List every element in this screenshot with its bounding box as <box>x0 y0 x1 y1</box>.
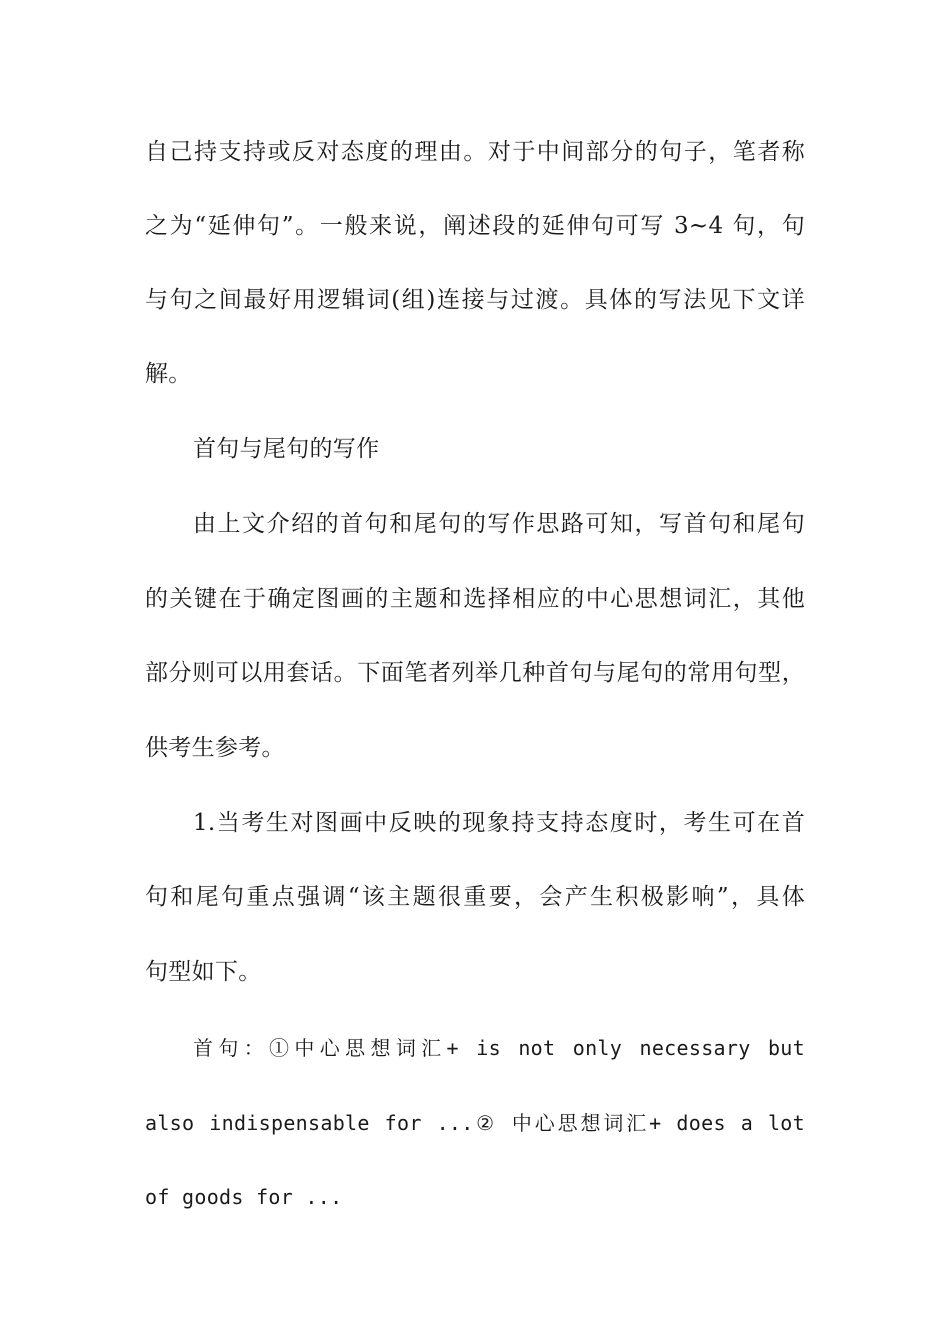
body-text-line: 与句之间最好用逻辑词(组)连接与过渡。具体的写法见下文详 <box>145 287 805 313</box>
body-text-line: 1.当考生对图画中反映的现象持支持态度时，考生可在首 <box>193 810 805 836</box>
body-text-line: 之为“延伸句”。一般来说，阐述段的延伸句可写 3~4 句，句 <box>145 213 805 239</box>
sentence-pattern-line: 首句：①中心思想词汇+ is not only necessary but <box>193 1036 805 1060</box>
body-text-line: 句型如下。 <box>145 959 262 985</box>
body-text-line: 的关键在于确定图画的主题和选择相应的中心思想词汇，其他 <box>145 586 805 612</box>
section-heading: 首句与尾句的写作 <box>193 436 380 462</box>
sentence-pattern-line: also indispensable for ...② 中心思想词汇+ does a lot <box>145 1111 805 1135</box>
body-text-line: 由上文介绍的首句和尾句的写作思路可知，写首句和尾句 <box>193 511 805 537</box>
body-text-line: 自己持支持或反对态度的理由。对于中间部分的句子，笔者称 <box>145 139 805 165</box>
body-text-line: 部分则可以用套话。下面笔者列举几种首句与尾句的常用句型， <box>145 660 805 686</box>
body-text-line: 解。 <box>145 361 192 387</box>
sentence-pattern-line: of goods for ... <box>145 1185 343 1209</box>
body-text-line: 句和尾句重点强调“该主题很重要，会产生积极影响”，具体 <box>145 884 805 910</box>
body-text-line: 供考生参考。 <box>145 735 285 761</box>
